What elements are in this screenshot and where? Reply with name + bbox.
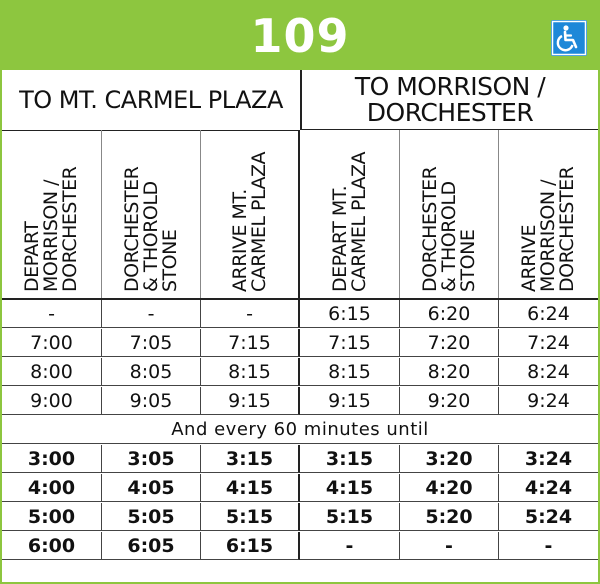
time-cell: 6:00: [2, 532, 102, 560]
time-cell: 5:24: [499, 503, 598, 531]
table-row: [2, 387, 598, 415]
time-cell: 3:20: [400, 445, 499, 473]
table-row: [2, 532, 598, 560]
time-cell: 8:20: [400, 358, 499, 386]
time-cell: 5:00: [2, 503, 102, 531]
route-number: 109: [250, 9, 350, 63]
column-header-label: ARRIVE MT. CARMEL PLAZA: [228, 152, 270, 292]
time-cell: 7:24: [499, 329, 598, 357]
time-cell: 8:15: [300, 358, 400, 386]
frequency-note: And every 60 minutes until: [2, 416, 598, 444]
time-cell: 3:05: [102, 445, 201, 473]
time-cell: 9:24: [499, 387, 598, 415]
route-header: [2, 2, 598, 70]
time-cell: 3:24: [499, 445, 598, 473]
time-cell: 3:00: [2, 445, 102, 473]
time-cell: 8:05: [102, 358, 201, 386]
table-row: [2, 503, 598, 531]
time-cell: 4:24: [499, 474, 598, 502]
time-cell: 3:15: [201, 445, 300, 473]
time-cell: -: [2, 300, 102, 328]
time-cell: 8:15: [201, 358, 300, 386]
column-header: [499, 130, 598, 298]
time-cell: 4:20: [400, 474, 499, 502]
time-cell: 6:20: [400, 300, 499, 328]
time-cell: 5:20: [400, 503, 499, 531]
wheelchair-icon: [551, 20, 587, 56]
time-cell: 7:20: [400, 329, 499, 357]
column-header-label: ARRIVE MORRISON / DORCHESTER: [518, 166, 578, 292]
column-header-label: DORCHESTER & THOROLD STONE: [418, 166, 479, 292]
direction-header-right: [300, 70, 598, 130]
table-row: [2, 358, 598, 386]
time-cell: 4:00: [2, 474, 102, 502]
time-cell: -: [300, 532, 400, 560]
direction-title: TO MORRISON / DORCHESTER: [354, 71, 546, 127]
column-header: [102, 130, 201, 298]
time-cell: 5:15: [300, 503, 400, 531]
table-row: [2, 445, 598, 473]
time-cell: 7:00: [2, 329, 102, 357]
time-cell: 7:05: [102, 329, 201, 357]
time-cell: 8:24: [499, 358, 598, 386]
time-cell: 6:24: [499, 300, 598, 328]
column-header-label: DEPART MORRISON / DORCHESTER: [21, 166, 81, 292]
column-header-label: DORCHESTER & THOROLD STONE: [120, 166, 181, 292]
time-cell: -: [400, 532, 499, 560]
column-header: [2, 130, 102, 298]
column-header: [400, 130, 499, 298]
time-cell: 4:05: [102, 474, 201, 502]
column-header: [300, 130, 400, 298]
time-cell: 9:15: [300, 387, 400, 415]
direction-title: TO MT. CARMEL PLAZA: [19, 86, 283, 114]
time-cell: 9:00: [2, 387, 102, 415]
time-cell: 9:15: [201, 387, 300, 415]
time-cell: 7:15: [300, 329, 400, 357]
table-row: [2, 474, 598, 502]
time-cell: 8:00: [2, 358, 102, 386]
time-cell: 5:05: [102, 503, 201, 531]
column-headers: [2, 130, 598, 300]
time-cell: 3:15: [300, 445, 400, 473]
column-header: [201, 130, 300, 298]
column-header-label: DEPART MT. CARMEL PLAZA: [328, 152, 370, 292]
table-row: [2, 300, 598, 328]
direction-header-left: [2, 70, 300, 131]
time-cell: 9:05: [102, 387, 201, 415]
time-cell: 5:15: [201, 503, 300, 531]
time-cell: -: [201, 300, 300, 328]
time-cell: 4:15: [300, 474, 400, 502]
time-cell: 9:20: [400, 387, 499, 415]
time-cell: 7:15: [201, 329, 300, 357]
time-cell: 4:15: [201, 474, 300, 502]
time-cell: 6:05: [102, 532, 201, 560]
time-cell: -: [499, 532, 598, 560]
time-cell: -: [102, 300, 201, 328]
table-row: [2, 329, 598, 357]
time-cell: 6:15: [300, 300, 400, 328]
time-cell: 6:15: [201, 532, 300, 560]
